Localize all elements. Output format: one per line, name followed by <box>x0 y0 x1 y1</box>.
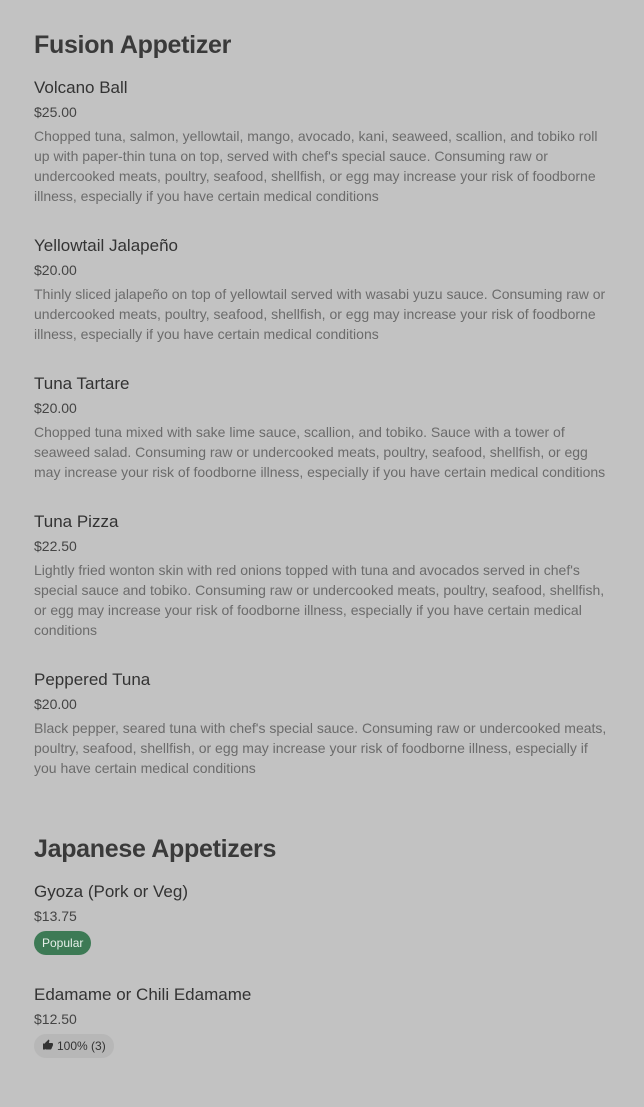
rating-text: 100% (3) <box>57 1039 106 1053</box>
item-name: Gyoza (Pork or Veg) <box>34 882 189 901</box>
menu-item-gyoza[interactable] <box>34 881 610 955</box>
item-description: Chopped tuna, salmon, yellowtail, mango, avocado, kani, seaweed, scallion, and tobiko roll up with paper-thin tuna on top, served with chef's special sauce. Consuming raw or undercooked meats, poultry, seafood, shellfish, or egg may increase your risk of foodborne illness, especially if you have certain medical conditions <box>34 128 598 204</box>
menu-item-peppered-tuna[interactable] <box>34 669 610 778</box>
section-title-fusion-appetizer: Fusion Appetizer <box>34 31 232 59</box>
menu-item-volcano-ball[interactable] <box>34 77 610 206</box>
item-name: Edamame or Chili Edamame <box>34 985 252 1004</box>
item-price: $22.50 <box>34 538 77 554</box>
thumbs-up-icon <box>42 1039 54 1051</box>
item-name: Peppered Tuna <box>34 670 151 689</box>
item-name: Tuna Tartare <box>34 374 130 393</box>
item-price: $20.00 <box>34 262 77 278</box>
item-price: $20.00 <box>34 400 77 416</box>
section-title-japanese-appetizers: Japanese Appetizers <box>34 835 277 863</box>
item-description: Black pepper, seared tuna with chef's special sauce. Consuming raw or undercooked meats, poultry, seafood, shellfish, or egg may increase your risk of foodborne illness, especially if you have certain medical conditions <box>34 720 607 776</box>
rating-badge <box>34 1034 114 1058</box>
item-description: Thinly sliced jalapeño on top of yellowtail served with wasabi yuzu sauce. Consuming raw or undercooked meats, poultry, seafood, shellfish, or egg may increase your risk of foodborne illness, especially if you have certain medical conditions <box>34 286 606 342</box>
item-name: Tuna Pizza <box>34 512 119 531</box>
menu-item-tuna-pizza[interactable] <box>34 511 610 640</box>
item-name: Volcano Ball <box>34 78 128 97</box>
item-price: $12.50 <box>34 1011 77 1027</box>
popular-badge: Popular <box>34 931 91 955</box>
item-name: Yellowtail Jalapeño <box>34 236 178 255</box>
menu-item-edamame[interactable] <box>34 984 610 1058</box>
item-description: Chopped tuna mixed with sake lime sauce, scallion, and tobiko. Sauce with a tower of seaweed salad. Consuming raw or undercooked meats, poultry, seafood, shellfish, or egg may increase your risk of foodborne illness, especially if you have certain medical conditions <box>34 424 606 480</box>
menu-item-tuna-tartare[interactable] <box>34 373 610 482</box>
item-price: $25.00 <box>34 104 77 120</box>
item-price: $13.75 <box>34 908 77 924</box>
item-description: Lightly fried wonton skin with red onions topped with tuna and avocados served in chef's special sauce and tobiko. Consuming raw or undercooked meats, poultry, seafood, shellfish, or egg may increase your risk of foodborne illness, especially if you have certain medical conditions <box>34 562 605 638</box>
item-price: $20.00 <box>34 696 77 712</box>
menu-item-yellowtail-jalapeno[interactable] <box>34 235 610 344</box>
